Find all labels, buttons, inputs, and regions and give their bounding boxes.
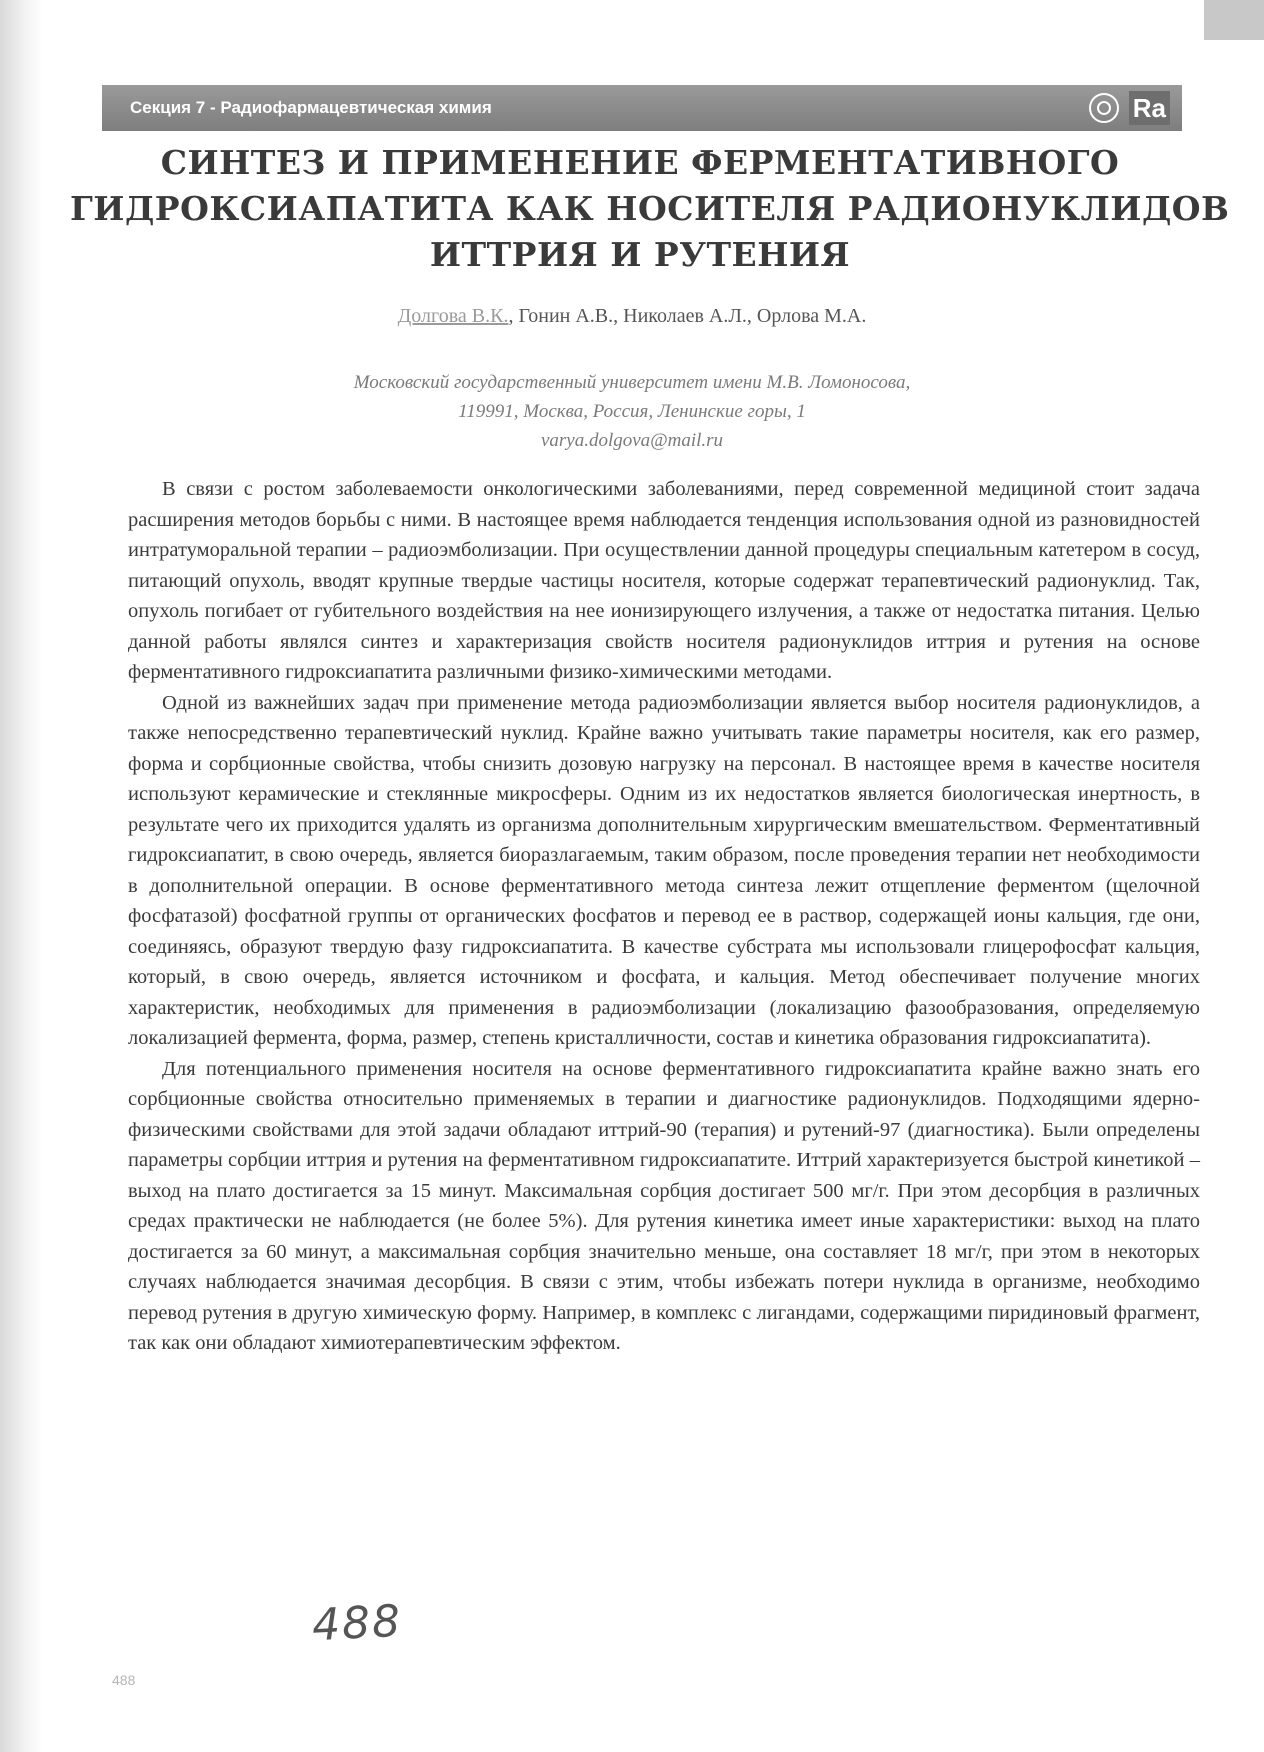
affiliation-email: varya.dolgova@mail.ru [540, 430, 724, 451]
emblem-icon [1089, 93, 1119, 123]
paragraph: В связи с ростом заболеваемости онкологическими заболеваниями, перед современной медициной стоит задача расширения методов борьбы с ними. В настоящее время наблюдается тенденция использования одной из разновидностей интратуморальной терапии – радиоэмболизации. При осуществлении данной процедуры специальным катетером в сосуд, питающий опухоль, вводят крупные твердые частицы носителя, которые содержат терапевтический радионуклид. Так, опухоль погибает от губительного воздействия на нее ионизирующего излучения, а также от недостатка питания. Целью данной работы являлся синтез и характеризация свойств носителя радионуклидов иттрия и рутения на основе ферментативного гидроксиапатита различными физико-химическими методами. [128, 478, 1200, 683]
first-author: Долгова В.К. [397, 305, 509, 327]
affiliation-address: 119991, Москва, Россия, Ленинские горы, 1 [458, 401, 806, 422]
scan-corner [1204, 0, 1264, 40]
banner-logos [1089, 91, 1170, 125]
page-number: 488 [112, 1672, 136, 1688]
body-text [128, 474, 1200, 1359]
ra-logo: Ra [1129, 91, 1170, 125]
scan-edge-shadow [0, 0, 44, 1752]
section-banner [102, 85, 1182, 131]
affiliation [0, 368, 1264, 455]
affiliation-institution: Московский государственный университет имени М.В. Ломоносова, [353, 372, 911, 393]
title-line: ГИДРОКСИАПАТИТА КАК НОСИТЕЛЯ РАДИОНУКЛИДОВ [70, 189, 1230, 228]
section-title: Секция 7 - Радиофармацевтическая химия [130, 98, 492, 117]
paragraph: Для потенциального применения носителя на основе ферментативного гидроксиапатита крайне важно знать его сорбционные свойства относительно применяемых в терапии и диагностике радионуклидов. Подходящими ядерно-физическими свойствами для этой задачи обладают иттрий-90 (терапия) и рутений-97 (диагностика). Были определены параметры сорбции иттрия и рутения на ферментативном гидроксиапатите. Иттрий характеризуется быстрой кинетикой – выход на плато достигается за 15 минут. Максимальная сорбция достигает 500 мг/г. При этом десорбция в различных средах практически не наблюдается (не более 5%). Для рутения кинетика имеет иные характеристики: выход на плато достигается за 60 минут, а максимальная сорбция значительно меньше, она составляет 18 мг/г, при этом в некоторых случаях наблюдается значимая десорбция. В связи с этим, чтобы избежать потери нуклида в организме, необходимо перевод рутения в другую химическую форму. Например, в комплекс с лигандами, содержащими пиридиновый фрагмент, так как они обладают химиотерапевтическим эффектом. [128, 1057, 1200, 1354]
other-authors: , Гонин А.В., Николаев А.Л., Орлова М.А. [508, 305, 867, 327]
authors [0, 305, 1264, 328]
title-line: СИНТЕЗ И ПРИМЕНЕНИЕ ФЕРМЕНТАТИВНОГО [160, 143, 1120, 182]
paper-title [70, 140, 1230, 278]
paragraph: Одной из важнейших задач при применение метода радиоэмболизации является выбор носителя радионуклидов, а также непосредственно терапевтический нуклид. Крайне важно учитывать такие параметры носителя, как его размер, форма и сорбционные свойства, чтобы снизить дозовую нагрузку на персонал. В настоящее время в качестве носителя используют керамические и стеклянные микросферы. Одним из их недостатков является биологическая инертность, в результате чего их приходится удалять из организма дополнительным хирургическим вмешательством. Ферментативный гидроксиапатит, в свою очередь, является биоразлагаемым, таким образом, после проведения терапии нет необходимости в дополнительной операции. В основе ферментативного метода синтеза лежит отщепление ферментом (щелочной фосфатазой) фосфатной группы от органических фосфатов и перевод ее в раствор, содержащей ионы кальция, где они, соединяясь, образуют твердую фазу гидроксиапатита. В качестве субстрата мы использовали глицерофосфат кальция, который, в свою очередь, является источником и фосфата, и кальция. Метод обеспечивает получение многих характеристик, необходимых для применения в радиоэмболизации (локализацию фазообразования, определяемую локализацией фермента, форма, размер, степень кристалличности, состав и кинетика образования гидроксиапатита). [128, 691, 1200, 1049]
title-line: ИТТРИЯ И РУТЕНИЯ [429, 235, 851, 274]
handwritten-page-number: 488 [310, 1595, 404, 1652]
